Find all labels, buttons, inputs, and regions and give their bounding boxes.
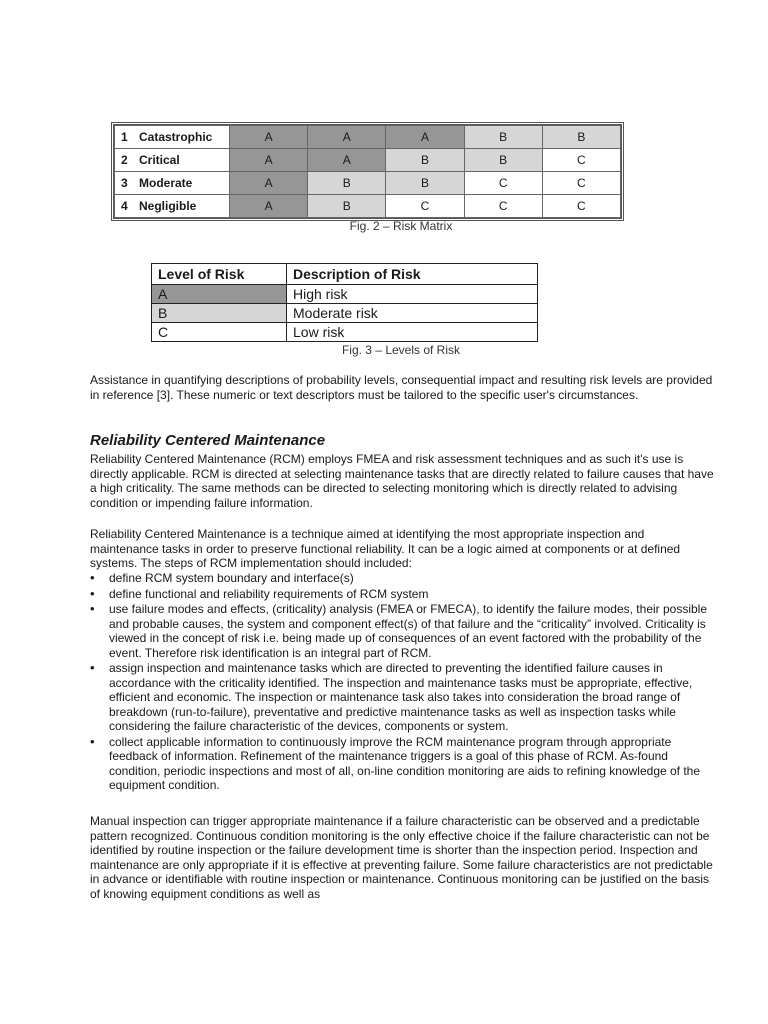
levels-header-row <box>152 264 538 285</box>
severity-name: Moderate <box>139 176 193 190</box>
risk-level-cell: A <box>308 126 386 149</box>
risk-level-cell: B <box>386 149 464 172</box>
risk-level-cell: A <box>308 149 386 172</box>
intro-paragraph: Assistance in quantifying descriptions of probability levels, consequential impact and resulting risk levels are provided in reference [3]. These numeric or text descriptors must be tailored to the specific user's circumstances. <box>90 373 713 402</box>
list-item: • define RCM system boundary and interface(s) <box>90 571 718 586</box>
risk-level-cell: C <box>464 172 542 195</box>
levels-row <box>152 323 538 342</box>
closing-paragraph: Manual inspection can trigger appropriate maintenance if a failure characteristic can be observed and a predictable pattern recognized. Continuous condition monitoring is the only effective choice if the failure characteristic can not be identified by routine inspection or the failure development time is shorter than the inspection period. Inspection and maintenance are only appropriate if it is effective at preventing failure. Some failure characteristics are not predictable in advance or identifiable with routine inspection or maintenance. Continuous monitoring can be justified on the basis of knowing equipment conditions as well as <box>90 814 713 901</box>
levels-row <box>152 304 538 323</box>
risk-level-cell: C <box>386 195 464 218</box>
description-cell: High risk <box>287 285 538 304</box>
description-cell: Moderate risk <box>287 304 538 323</box>
list-item: • collect applicable information to continuously improve the RCM maintenance program through appropriate feedback of information. Refinement of the maintenance triggers is a goal of this phase of RCM. As-found condition, periodic inspections and most of all, on-line condition monitoring are aids to refining knowledge of the equipment condition. <box>90 735 718 793</box>
risk-matrix-body <box>115 126 621 218</box>
risk-level-cell: C <box>542 149 620 172</box>
risk-level-cell: A <box>230 149 308 172</box>
severity-number: 4 <box>121 199 128 213</box>
severity-name: Catastrophic <box>139 130 213 144</box>
list-item: • use failure modes and effects, (criticality) analysis (FMEA or FMECA), to identify the failure modes, their possible and probable causes, the system and component effect(s) of that failure and the “criticality” involved. Criticality is viewed in the concept of risk i.e. being made up of consequences of an event factored with the probability of the event. Therefore risk identification is an integral part of RCM. <box>90 602 718 660</box>
risk-level-cell: A <box>230 126 308 149</box>
risk-level-cell: B <box>464 126 542 149</box>
risk-matrix-caption: Fig. 2 – Risk Matrix <box>349 219 453 233</box>
levels-row <box>152 285 538 304</box>
risk-level-cell: C <box>464 195 542 218</box>
severity-name: Critical <box>139 153 180 167</box>
risk-level-cell: C <box>542 195 620 218</box>
risk-matrix-table <box>111 122 624 221</box>
risk-level-cell: C <box>542 172 620 195</box>
risk-level-cell: B <box>386 172 464 195</box>
risk-matrix-row <box>115 172 621 195</box>
risk-level-cell: B <box>308 195 386 218</box>
severity-number: 1 <box>121 130 128 144</box>
rcm-paragraph-2: Reliability Centered Maintenance is a technique aimed at identifying the most appropriate inspection and maintenance tasks in order to preserve functional reliability. It can be a logic aimed at components or at defined systems. The steps of RCM implementation should included: <box>90 527 681 570</box>
rcm-steps-list <box>90 571 718 794</box>
severity-label <box>115 126 230 149</box>
risk-level-cell: A <box>386 126 464 149</box>
level-cell: A <box>152 285 287 304</box>
severity-number: 2 <box>121 153 128 167</box>
severity-label <box>115 149 230 172</box>
levels-of-risk-table <box>151 263 538 342</box>
risk-level-cell: B <box>542 126 620 149</box>
levels-caption: Fig. 3 – Levels of Risk <box>341 343 461 357</box>
description-header: Description of Risk <box>287 264 538 285</box>
severity-label <box>115 195 230 218</box>
risk-level-cell: B <box>308 172 386 195</box>
severity-label <box>115 172 230 195</box>
risk-level-cell: A <box>230 195 308 218</box>
level-header: Level of Risk <box>152 264 287 285</box>
severity-number: 3 <box>121 176 128 190</box>
risk-matrix-row <box>115 126 621 149</box>
risk-level-cell: A <box>230 172 308 195</box>
risk-level-cell: B <box>464 149 542 172</box>
list-item: • assign inspection and maintenance tasks which are directed to preventing the identified failure causes in accordance with the criticality identified. The inspection and maintenance tasks must be appropriate, effective, efficient and economic. The inspection or maintenance task also takes into consideration the broad range of breakdown (run-to-failure), preventative and predictive maintenance tasks as well as inspection tasks while considering the failure characteristic of the devices, components or system. <box>90 661 718 734</box>
severity-name: Negligible <box>139 199 197 213</box>
section-heading: Reliability Centered Maintenance <box>90 432 326 449</box>
risk-matrix-row <box>115 195 621 218</box>
level-cell: B <box>152 304 287 323</box>
risk-matrix-row <box>115 149 621 172</box>
rcm-paragraph-1: Reliability Centered Maintenance (RCM) employs FMEA and risk assessment techniques and as such it's use is directly applicable. RCM is directed at selecting maintenance tasks that are directly related to failure causes that have a high criticality. The same methods can be directed to selecting monitoring which is directly related to advising condition or impending failure information. <box>90 452 714 510</box>
description-cell: Low risk <box>287 323 538 342</box>
list-item: • define functional and reliability requirements of RCM system <box>90 587 718 602</box>
level-cell: C <box>152 323 287 342</box>
